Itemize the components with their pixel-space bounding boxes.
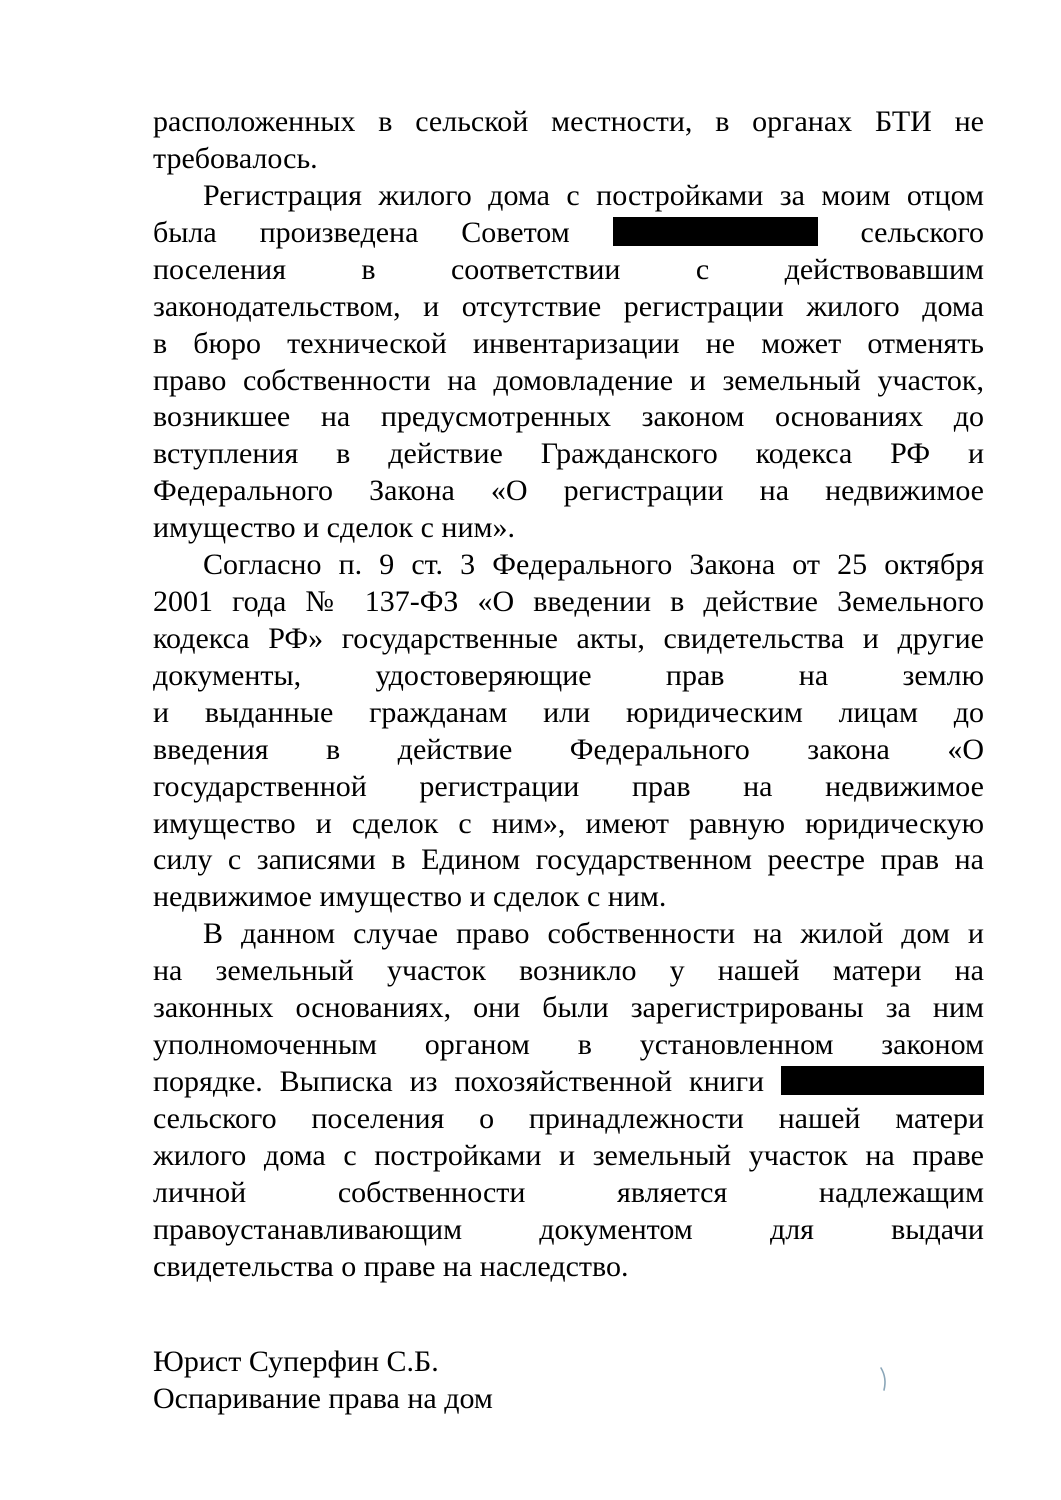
text-line: требовалось. (153, 142, 318, 175)
paragraph-start-line: Согласно п. 9 ст. 3 Федерального Закона от 25 октября (203, 548, 984, 581)
text-line: на земельный участок возникло у нашей матери на (153, 954, 984, 987)
text-line: и выданные гражданам или юридическим лицам до (153, 696, 984, 729)
text-line: расположенных в сельской местности, в органах БТИ не (153, 105, 984, 138)
text-line: документы, удостоверяющие прав на землю (153, 659, 984, 692)
text-line: введения в действие Федерального закона «О (153, 733, 984, 766)
text-line: имущество и сделок с ним», имеют равную юридическую (153, 807, 984, 840)
text-line: личной собственности является надлежащим (153, 1176, 984, 1209)
text-line: законных основаниях, они были зарегистрированы за ним (153, 991, 984, 1024)
text-line: Федерального Закона «О регистрации на недвижимое (153, 474, 984, 507)
redaction-block (781, 1066, 984, 1095)
text-line: законодательством, и отсутствие регистрации жилого дома (153, 290, 984, 323)
text-line-with-redaction (153, 214, 984, 251)
text-fragment: была произведена Советом (153, 216, 570, 249)
signature-subject: Оспаривание права на дом (153, 1382, 493, 1415)
text-line: силу с записями в Едином государственном реестре прав на (153, 843, 984, 876)
text-line: возникшее на предусмотренных законом основаниях до (153, 400, 984, 433)
text-line: имущество и сделок с ним». (153, 511, 515, 544)
text-line-with-redaction (153, 1063, 984, 1100)
text-line: вступления в действие Гражданского кодекса РФ и (153, 437, 984, 470)
text-fragment: порядке. Выписка из похозяйственной книги (153, 1065, 765, 1098)
text-line: в бюро технической инвентаризации не может отменять (153, 327, 984, 360)
signature-author: Юрист Суперфин С.Б. (153, 1345, 439, 1378)
text-line: правоустанавливающим документом для выдачи (153, 1213, 984, 1246)
paragraph-start-line: Регистрация жилого дома с постройками за моим отцом (203, 179, 984, 212)
text-line: уполномоченным органом в установленном законом (153, 1028, 984, 1061)
pen-mark-icon (878, 1366, 892, 1392)
text-line: кодекса РФ» государственные акты, свидетельства и другие (153, 622, 984, 655)
text-line: свидетельства о праве на наследство. (153, 1250, 629, 1283)
text-line: недвижимое имущество и сделок с ним. (153, 880, 667, 913)
paragraph-start-line: В данном случае право собственности на жилой дом и (203, 917, 984, 950)
text-line: сельского поселения о принадлежности нашей матери (153, 1102, 984, 1135)
text-line: государственной регистрации прав на недвижимое (153, 770, 984, 803)
text-fragment: сельского (860, 216, 985, 249)
redaction-block (613, 217, 818, 246)
text-line: 2001 года № 137-ФЗ «О введении в действие Земельного (153, 585, 984, 618)
text-line: право собственности на домовладение и земельный участок, (153, 364, 984, 397)
text-line: поселения в соответствии с действовавшим (153, 253, 984, 286)
text-line: жилого дома с постройками и земельный участок на праве (153, 1139, 984, 1172)
